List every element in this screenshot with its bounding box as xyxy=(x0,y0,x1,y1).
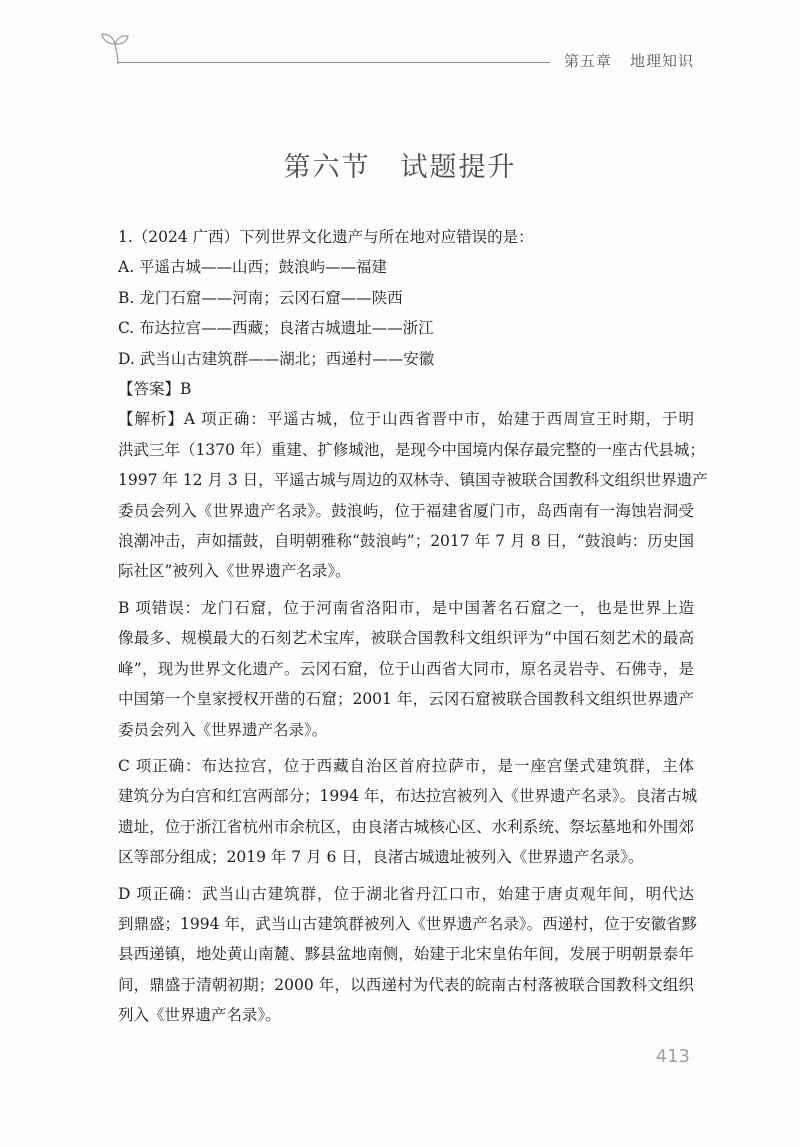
text-line: 洪武三年（1370 年）重建、扩修城池，是现今中国境内保存最完整的一座古代县城； xyxy=(118,440,705,459)
text-line: 委员会列入《世界遗产名录》。 xyxy=(118,720,328,739)
header-rule xyxy=(118,62,550,63)
sprout-icon xyxy=(100,30,130,66)
option-b: B. 龙门石窟——河南；云冈石窟——陕西 xyxy=(118,288,403,307)
text-line: 【解析】A 项正确：平遥古城，位于山西省晋中市，始建于西周宣王时期，于明 xyxy=(118,410,694,429)
text-line: 建筑分为白宫和红宫两部分；1994 年，布达拉宫被列入《世界遗产名录》。良渚古城 xyxy=(118,787,698,806)
text-line: 中国第一个皇家授权开凿的石窟；2001 年，云冈石窟被联合国教科文组织世界遗产 xyxy=(118,690,694,709)
text-line: 际社区”被列入《世界遗产名录》。 xyxy=(118,562,351,581)
text-line: 像最多、规模最大的石刻艺术宝库，被联合国教科文组织评为“中国石刻艺术的最高 xyxy=(118,629,694,648)
analysis-paragraph-a xyxy=(118,404,708,586)
analysis-paragraph-c xyxy=(118,751,698,873)
option-d: D. 武当山古建筑群——湖北；西递村——安徽 xyxy=(118,349,435,368)
text-line: 浪潮冲击，声如擂鼓，自明朝雅称“鼓浪屿”；2017 年 7 月 8 日，“鼓浪屿：历史国 xyxy=(118,532,694,551)
text-line: 峰”，现为世界文化遗产。云冈石窟，位于山西省大同市，原名灵岩寺、石佛寺，是 xyxy=(118,659,694,678)
text-line: 1997 年 12 月 3 日，平遥古城与周边的双林寺、镇国寺被联合国教科文组织世界遗产 xyxy=(118,471,708,490)
question-stem: 1.（2024 广西）下列世界文化遗产与所在地对应错误的是： xyxy=(118,228,534,246)
page-header xyxy=(0,0,800,90)
section-name: 试题提升 xyxy=(400,152,517,183)
text-line: C 项正确：布达拉宫，位于西藏自治区首府拉萨市，是一座宫堡式建筑群，主体 xyxy=(118,756,694,775)
option-c: C. 布达拉宫——西藏；良渚古城遗址——浙江 xyxy=(118,319,434,338)
analysis-paragraph-d xyxy=(118,879,698,1031)
text-line: 到鼎盛；1994 年，武当山古建筑群被列入《世界遗产名录》。西递村，位于安徽省黟 xyxy=(118,914,698,933)
text-line: 区等部分组成；2019 年 7 月 6 日，良渚古城遗址被列入《世界遗产名录》。 xyxy=(118,848,644,867)
text-line: 间，鼎盛于清朝初期；2000 年，以西递村为代表的皖南古村落被联合国教科文组织 xyxy=(118,975,694,994)
page-content xyxy=(118,222,708,1031)
text-line: D 项正确：武当山古建筑群，位于湖北省丹江口市，始建于唐贞观年间，明代达 xyxy=(118,884,694,903)
answer-label: 【答案】B xyxy=(118,380,192,399)
text-line: 遗址，位于浙江省杭州市余杭区，由良渚古城核心区、水利系统、祭坛墓地和外围郊 xyxy=(118,817,694,836)
text-line: 列入《世界遗产名录》。 xyxy=(118,1006,281,1025)
section-title xyxy=(0,145,800,184)
section-number: 第六节 xyxy=(283,152,371,183)
chapter-number: 第五章 xyxy=(563,52,612,70)
text-line: 县西递镇，地处黄山南麓、黟县盆地南侧，始建于北宋皇佑年间，发展于明朝景泰年 xyxy=(118,945,694,964)
text-line: B 项错误：龙门石窟，位于河南省洛阳市，是中国著名石窟之一，也是世界上造 xyxy=(118,598,694,617)
chapter-heading xyxy=(564,50,694,71)
page-number: 413 xyxy=(655,1046,690,1067)
text-line: 委员会列入《世界遗产名录》。鼓浪屿，位于福建省厦门市，岛西南有一海蚀岩洞受 xyxy=(118,501,694,520)
option-a: A. 平遥古城——山西；鼓浪屿——福建 xyxy=(118,258,388,277)
analysis-paragraph-b xyxy=(118,593,694,745)
chapter-title: 地理知识 xyxy=(629,52,694,70)
